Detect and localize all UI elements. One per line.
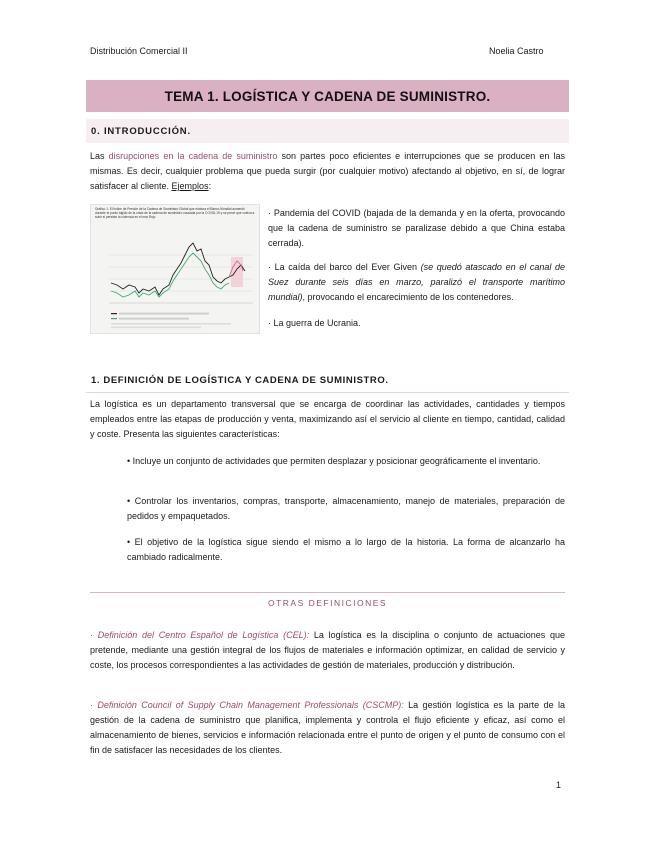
ever-given-tail: , provocando el encarecimiento de los contenedores. [302,292,514,302]
intro-paragraph [90,149,565,194]
section-heading-definition-bar [86,368,569,393]
index-line-green [111,253,229,297]
supply-chain-chart-image [90,204,260,334]
characteristic-item: • El objetivo de la logística sigue siendo el mismo a lo largo de la historia. La forma de alcanzarlo ha cambiado radicalmente. [127,537,565,562]
legend-text-2 [119,318,189,320]
definition-cscmp [90,698,565,758]
ever-given-italic: (se quedó atascado en el canal de Suez durante seis días en marzo, paralizó el transporte marítimo mundial) [268,262,566,302]
title-banner [86,80,569,112]
definition-cel-body: La logística es la disciplina o conjunto de actuaciones que pretende, mediante una gestión integral de los flujos de materiales e información optimizar, en calidad de servicio y coste, los procesos correspondientes a las actividades de gestión de materiales, producción y distribución. [90,630,566,670]
intro-rest: son partes poco eficientes e interrupciones que se producen en las mismas. Es decir, cualquier problema que pueda surgir (por cualquier motivo) afectando al objetivo, en sí, de lograr satisfacer al cliente. [90,151,566,191]
definition-cel-title: · Definición del Centro Español de Logística (CEL): [90,630,310,640]
example-covid: · Pandemia del COVID (bajada de la demanda y en la oferta, provocando que la cadena de suministro se paralizase debido a que China estaba cerrada). [268,208,565,248]
definition-cscmp-body: La gestión logística es la parte de la gestión de la cadena de suministro que planifica, implementa y controla el flujo eficiente y eficaz, así como el almacenamiento de bienes, servicios e información relacionada entre el punto de origen y el punto de consumo con el fin de satisfacer las necesidades de los clientes. [90,700,565,755]
examples-label: Ejemplos [171,181,209,191]
chart-caption: Gráfico 1: El Índice de Presión de la Cadena de Suministro Global que elabora el Banco Mundial aumentó durante el punto álgido de la crisis de la cadena de suministro causada por la COVID-19 y se prevé que vuelva a subir si persiste la violencia en el mar Rojo [95,207,255,220]
definition-cel [90,628,565,673]
intro-term: disrupciones en la cadena de suministro [108,151,278,161]
chart-source-line-2 [111,327,201,329]
definition-cscmp-title: · Definición Council of Supply Chain Management Professionals (CSCMP): [90,700,404,710]
index-line-black [111,243,245,295]
characteristic-item: • Controlar los inventarios, compras, transporte, almacenamiento, manejo de materiales, preparación de pedidos y empaquetados. [127,496,565,521]
section-heading-intro: 0. INTRODUCCIÓN. [91,125,191,137]
legend-swatch-green [111,318,117,319]
logistics-definition-paragraph: La logística es un departamento transversal que se encarga de coordinar las actividades, cantidades y tiempos empleados entre las etapas de producción y venta, maximizando así el servicio al cliente en tiempo, cantidad, calidad y coste. Presenta las siguientes características: [90,399,565,439]
page-title: TEMA 1. LOGÍSTICA Y CADENA DE SUMINISTRO. [164,88,491,104]
header-author: Noelia Castro [489,46,544,56]
legend-swatch-black [111,313,117,314]
otras-definiciones-heading: OTRAS DEFINICIONES [267,598,388,608]
intro-lead: Las [90,151,109,161]
otras-divider [90,592,565,593]
example-ever-given [268,260,565,305]
example-ukraine: · La guerra de Ucrania. [268,318,361,328]
header-course: Distribución Comercial II [90,46,188,56]
examples-colon: : [208,181,212,191]
page-number: 1 [556,780,562,790]
chart-caption-holder [95,207,255,237]
characteristic-item: • Incluye un conjunto de actividades que permiten desplazar y posicionar geográficamente el inventario. [127,456,541,466]
section-heading-definition: 1. DEFINICIÓN DE LOGÍSTICA Y CADENA DE SUMINISTRO. [91,374,389,386]
section-heading-bar [86,119,569,143]
legend-text-1 [119,313,209,315]
ever-given-lead: · La caída del barco del Ever Given [268,262,421,272]
chart-figure [91,205,259,333]
chart-source-line [111,323,231,325]
